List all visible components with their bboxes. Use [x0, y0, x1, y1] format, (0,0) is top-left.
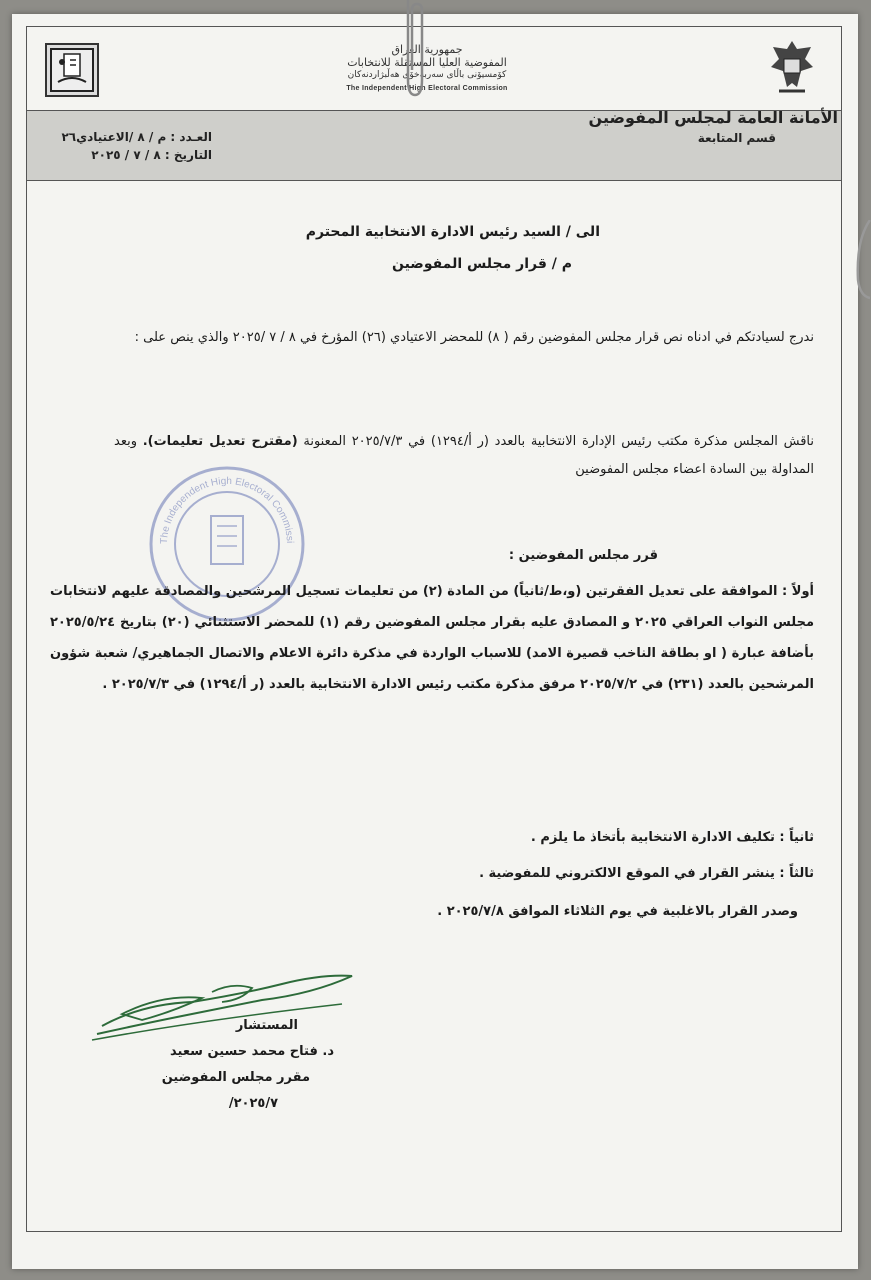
decision-heading: قرر مجلس المفوضين : — [508, 548, 658, 563]
commission-logo-icon — [45, 43, 99, 97]
department-block — [589, 108, 838, 145]
letterhead — [27, 27, 841, 111]
org-kurdish: کۆمسیۆنی باڵای سەربەخۆی هەڵبژاردنەکان — [347, 70, 507, 80]
decision-second: ثانياً : تكليف الادارة الانتخابية بأتخاذ ما يلزم . — [530, 830, 814, 845]
subject-line: م / قرار مجلس المفوضين — [391, 256, 572, 272]
department-title: الأمانة العامة لمجلس المفوضين — [588, 108, 838, 127]
addressee: الى / السيد رئيس الادارة الانتخابية المحترم — [305, 224, 600, 240]
signer-role: مقرر مجلس المفوضين — [161, 1070, 310, 1085]
discussion-text-b: وبعد المداولة بين السادة اعضاء مجلس المفوضين — [114, 434, 814, 477]
iraq-eagle-emblem-icon — [767, 37, 817, 97]
reference-date: التاريخ : ٨ / ٧ / ٢٠٢٥ — [91, 148, 212, 162]
decision-first: أولاً : الموافقة على تعديل الفقرتين (و،ط/ثانياً) من المادة (٢) من تعليمات تسجيل المرشحين والمصادقة عليهم لانتخابات مجلس النواب العراقي ٢٠٢٥ و المصادق عليه بقرار مجلس المفوضين رقم (١) للمحضر الاستثنائي (٢٠) بتاريخ ٢٠٢٥/٥/٢٤ بأضافة عبارة ( او بطاقة الناخب قصيرة الامد) للاسباب الواردة في مذكرة دائرة الاعلام والاتصال الجماهيري/ شعبة شؤون المرشحين بالعدد (٢٣١) في ٢٠٢٥/٧/٢ مرفق مذكرة مكتب رئيس الادارة الانتخابية بالعدد (ر أ/١٢٩٤) في ٢٠٢٥/٧/٣ . — [50, 584, 814, 692]
side-clip-icon — [852, 220, 871, 300]
issued-line: وصدر القرار بالاغلبية في يوم الثلاثاء الموافق ٢٠٢٥/٧/٨ . — [437, 904, 798, 919]
intro-paragraph: ندرج لسيادتكم في ادناه نص قرار مجلس المفوضين رقم ( ٨) للمحضر الاعتيادي (٢٦) المؤرخ في ٨ / ٧ /٢٠٢٥ والذي ينص على : — [134, 330, 814, 345]
stamp-text: The Independent High Electoral Commissi — [158, 475, 296, 545]
org-english: The Independent High Electoral Commission — [346, 85, 508, 92]
discussion-text-a: ناقش المجلس مذكرة مكتب رئيس الإدارة الانتخابية بالعدد (ر أ/١٢٩٤) في ٢٠٢٥/٧/٣ المعنونة — [297, 434, 815, 449]
org-arabic-line1: جمهورية العراق — [391, 43, 463, 56]
decision-third: ثالثاً : ينشر القرار في الموقع الالكتروني للمفوضية . — [479, 866, 814, 881]
signer-name: د. فتاح محمد حسين سعيد — [170, 1044, 334, 1059]
signature-date: ٢٠٢٥/٧/ — [228, 1096, 278, 1111]
reference-number: العـدد : م / ٨ /الاعتيادي٢٦ — [61, 130, 212, 144]
signer-title: المستشار — [235, 1018, 298, 1033]
svg-text:The Independent High Electoral — [147, 464, 295, 544]
handwritten-signature — [82, 964, 382, 1054]
letter-sheet — [12, 14, 858, 1269]
paper-clip-icon — [400, 0, 430, 100]
discussion-subject: (مقترح تعديل تعليمات). — [142, 434, 298, 449]
org-arabic-line2: المفوضية العليا المستقلة للانتخابات — [347, 56, 507, 69]
reference-block — [52, 130, 212, 166]
department-subtitle: قسم المتابعة — [697, 131, 776, 145]
